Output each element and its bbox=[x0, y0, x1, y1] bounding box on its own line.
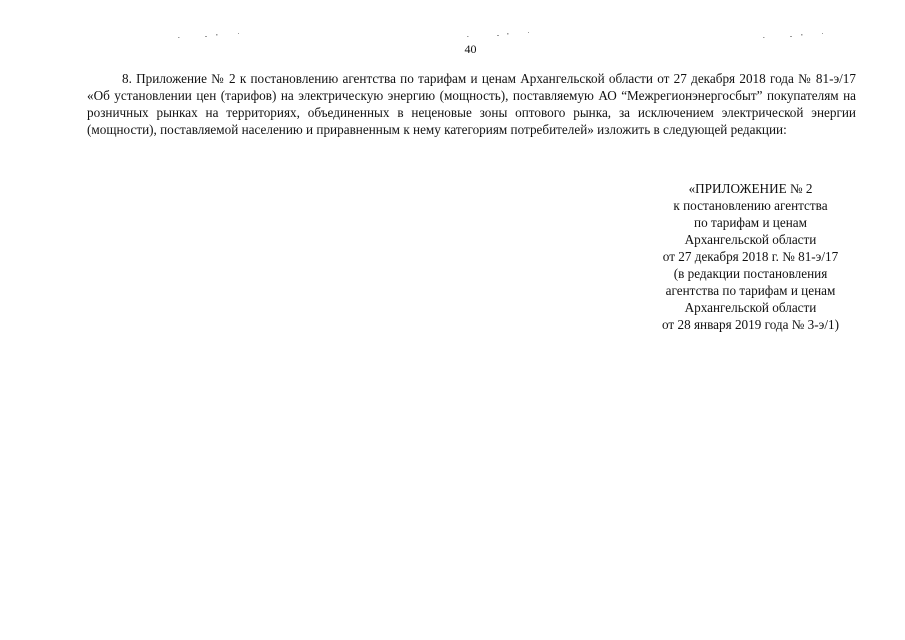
appendix-header-line: агентства по тарифам и ценам bbox=[665, 283, 836, 298]
appendix-header-line: по тарифам и ценам bbox=[694, 215, 807, 230]
appendix-title-line: «ПРИЛОЖЕНИЕ № 2 bbox=[688, 181, 813, 196]
appendix-header-line: от 28 января 2019 года № 3-э/1) bbox=[662, 317, 839, 332]
appendix-header-line: от 27 декабря 2018 г. № 81-э/17 bbox=[662, 249, 839, 264]
appendix-header-line: Архангельской области bbox=[684, 300, 817, 315]
appendix-header-line: Архангельской области bbox=[684, 232, 817, 247]
body-paragraph: 8. Приложение № 2 к постановлению агентства по тарифам и ценам Архангельской области от 27 декабря 2018 года № 81-э/17 «Об установлении цен (тарифов) на электрическую энергию (мощность), поставляемую АО “Межрегионэнергосбыт” покупателям на розничных рынках на территориях, объединенных в неценовые зоны оптового рынка, за исключением электрической энергии (мощности), поставляемой населению и приравненным к нему категориям потребителей» изложить в следующей редакции: bbox=[87, 71, 856, 137]
appendix-header-block bbox=[628, 180, 873, 333]
appendix-header-line: (в редакции постановления bbox=[673, 266, 828, 281]
appendix-header-line: к постановлению агентства bbox=[673, 198, 828, 213]
page-number: 40 bbox=[464, 42, 477, 56]
